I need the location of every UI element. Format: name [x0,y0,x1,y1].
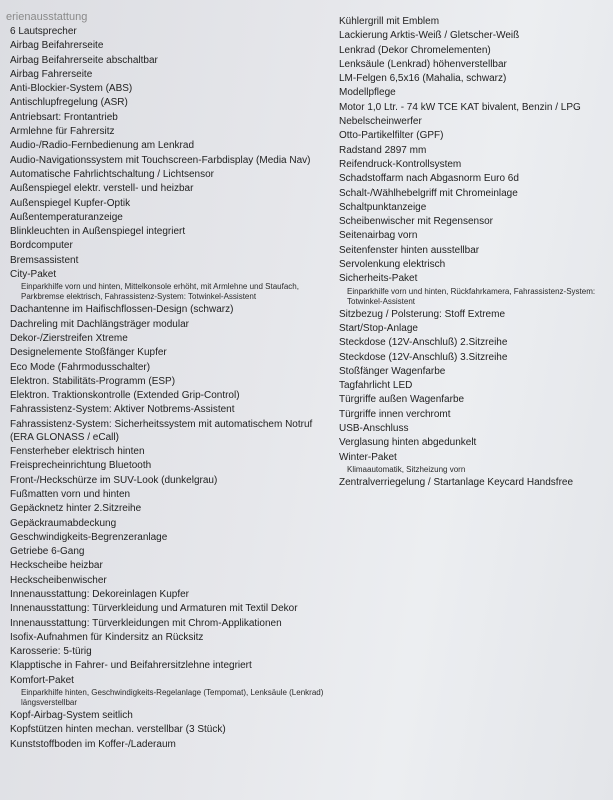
equipment-item: Servolenkung elektrisch [339,259,446,271]
equipment-item: Geschwindigkeits-Begrenzeranlage [10,531,168,543]
equipment-item: Modellpflege [339,87,396,99]
equipment-item: Kopf-Airbag-System seitlich [10,710,133,722]
equipment-item: Eco Mode (Fahrmodusschalter) [10,361,151,373]
equipment-item: Audio-/Radio-Fernbedienung am Lenkrad [10,140,195,152]
equipment-item: Automatische Fahrlichtschaltung / Lichtsensor [10,168,214,180]
equipment-item: Bordcomputer [10,240,73,252]
equipment-item: Sitzbezug / Polsterung: Stoff Extreme [339,308,506,320]
equipment-item: Heckscheibenwischer [10,574,107,586]
equipment-item: Fahrassistenz-System: Sicherheitssystem mit automatischem Notruf (ERA GLONASS / eCall) [10,418,313,443]
equipment-item: Scheibenwischer mit Regensensor [339,216,493,228]
left-column [6,10,330,752]
equipment-item: Armlehne für Fahrersitz [10,126,115,138]
equipment-item-detail: Klimaautomatik, Sitzheizung vorn [347,464,466,474]
equipment-item: Kunststoffboden im Koffer-/Laderaum [10,738,176,750]
equipment-item: Karosserie: 5-türig [10,646,92,658]
equipment-item: Steckdose (12V-Anschluß) 2.Sitzreihe [339,337,508,349]
equipment-item: Innenausstattung: Türverkleidung und Armaturen mit Textil Dekor [10,603,298,615]
equipment-item-detail: Einparkhilfe vorn und hinten, Rückfahrkamera, Fahrassistenz-System: Totwinkel-Assistent [347,286,596,306]
equipment-item: Seitenfenster hinten ausstellbar [339,244,480,256]
equipment-item: Lenkrad (Dekor Chromelementen) [339,44,491,56]
equipment-item: Stoßfänger Wagenfarbe [339,365,446,377]
equipment-item: Außenspiegel Kupfer-Optik [10,197,131,209]
equipment-item: Fahrassistenz-System: Aktiver Notbrems-Assistent [10,404,235,416]
equipment-item: Antriebsart: Frontantrieb [10,111,118,123]
equipment-item: Schadstoffarm nach Abgasnorm Euro 6d [339,173,519,185]
equipment-item: Gepäckraumabdeckung [10,517,117,529]
equipment-item: USB-Anschluss [339,423,409,435]
equipment-item: Dekor-/Zierstreifen Xtreme [10,332,128,344]
equipment-item: Zentralverriegelung / Startanlage Keycard Handsfree [339,476,574,488]
equipment-item: Fußmatten vorn und hinten [10,488,131,500]
equipment-item: Otto-Partikelfilter (GPF) [339,130,444,142]
equipment-item: Klapptische in Fahrer- und Beifahrersitzlehne integriert [10,660,252,672]
equipment-item: Audio-Navigationssystem mit Touchscreen-Farbdisplay (Media Nav) [10,154,311,166]
equipment-item: Start/Stop-Anlage [339,322,418,334]
equipment-item: Dachreling mit Dachlängsträger modular [10,318,189,330]
equipment-item: Front-/Heckschürze im SUV-Look (dunkelgrau) [10,474,218,486]
equipment-item: Designelemente Stoßfänger Kupfer [10,347,167,359]
equipment-item: Freisprecheinrichtung Bluetooth [10,460,152,472]
equipment-item: Verglasung hinten abgedunkelt [339,437,477,449]
equipment-item: Dachantenne im Haifischflossen-Design (schwarz) [10,304,234,316]
equipment-item: Türgriffe außen Wagenfarbe [339,394,465,406]
left-item-list [10,25,330,751]
equipment-item: Fensterheber elektrisch hinten [10,446,145,458]
equipment-item: Innenausstattung: Dekoreinlagen Kupfer [10,588,190,600]
equipment-item: Heckscheibe heizbar [10,560,103,572]
equipment-item: Seitenairbag vorn [339,230,418,242]
equipment-item: Elektron. Stabilitäts-Programm (ESP) [10,375,176,387]
equipment-item: Bremsassistent [10,254,79,266]
equipment-item: Airbag Beifahrerseite abschaltbar [10,54,158,66]
equipment-item: Komfort-Paket [10,674,74,686]
equipment-item: 6 Lautsprecher [10,26,77,37]
equipment-item: Antischlupfregelung (ASR) [10,97,128,109]
equipment-item: City-Paket [10,269,57,281]
equipment-item: Kopfstützen hinten mechan. verstellbar (3 Stück) [10,724,226,736]
equipment-item: LM-Felgen 6,5x16 (Mahalia, schwarz) [339,73,507,85]
equipment-item: Lenksäule (Lenkrad) höhenverstellbar [339,58,507,70]
equipment-item: Blinkleuchten in Außenspiegel integriert [10,226,186,238]
equipment-item: Getriebe 6-Gang [10,546,85,558]
equipment-item: Außentemperaturanzeige [10,211,123,223]
equipment-item: Radstand 2897 mm [339,144,427,156]
right-column [339,15,611,490]
equipment-item: Innenausstattung: Türverkleidungen mit Chrom-Applikationen [10,617,282,629]
equipment-item: Steckdose (12V-Anschluß) 3.Sitzreihe [339,351,508,363]
equipment-item-detail: Einparkhilfe hinten, Geschwindigkeits-Regelanlage (Tempomat), Lenksäule (Lenkrad) längsverstellbar [21,688,324,708]
right-item-list [339,15,611,489]
equipment-item: Airbag Beifahrerseite [10,40,104,52]
equipment-item-detail: Einparkhilfe vorn und hinten, Mittelkonsole erhöht, mit Armlehne und Staufach, Parkbremse elektrisch, Fahrassistenz-System: Totwinkel-Assistent [21,282,299,302]
equipment-item: Lackierung Arktis-Weiß / Gletscher-Weiß [339,30,520,42]
equipment-item: Anti-Blockier-System (ABS) [10,83,133,95]
equipment-item: Schaltpunktanzeige [339,201,427,213]
equipment-item: Nebelscheinwerfer [339,116,422,128]
equipment-item: Reifendruck-Kontrollsystem [339,158,462,170]
equipment-item: Elektron. Traktionskontrolle (Extended Grip-Control) [10,390,240,402]
equipment-item: Sicherheits-Paket [339,273,418,285]
section-heading: erienausstattung [6,11,88,23]
equipment-item: Isofix-Aufnahmen für Kindersitz an Rücksitz [10,631,204,643]
equipment-item: Türgriffe innen verchromt [339,408,451,420]
equipment-item: Kühlergrill mit Emblem [339,16,440,27]
equipment-item: Airbag Fahrerseite [10,68,93,80]
equipment-item: Tagfahrlicht LED [339,380,413,392]
equipment-item: Außenspiegel elektr. verstell- und heizbar [10,183,194,195]
equipment-item: Motor 1,0 Ltr. - 74 kW TCE KAT bivalent, Benzin / LPG [339,101,581,113]
equipment-item: Winter-Paket [339,451,397,463]
equipment-item: Schalt-/Wählhebelgriff mit Chromeinlage [339,187,518,199]
equipment-item: Gepäcknetz hinter 2.Sitzreihe [10,503,142,515]
